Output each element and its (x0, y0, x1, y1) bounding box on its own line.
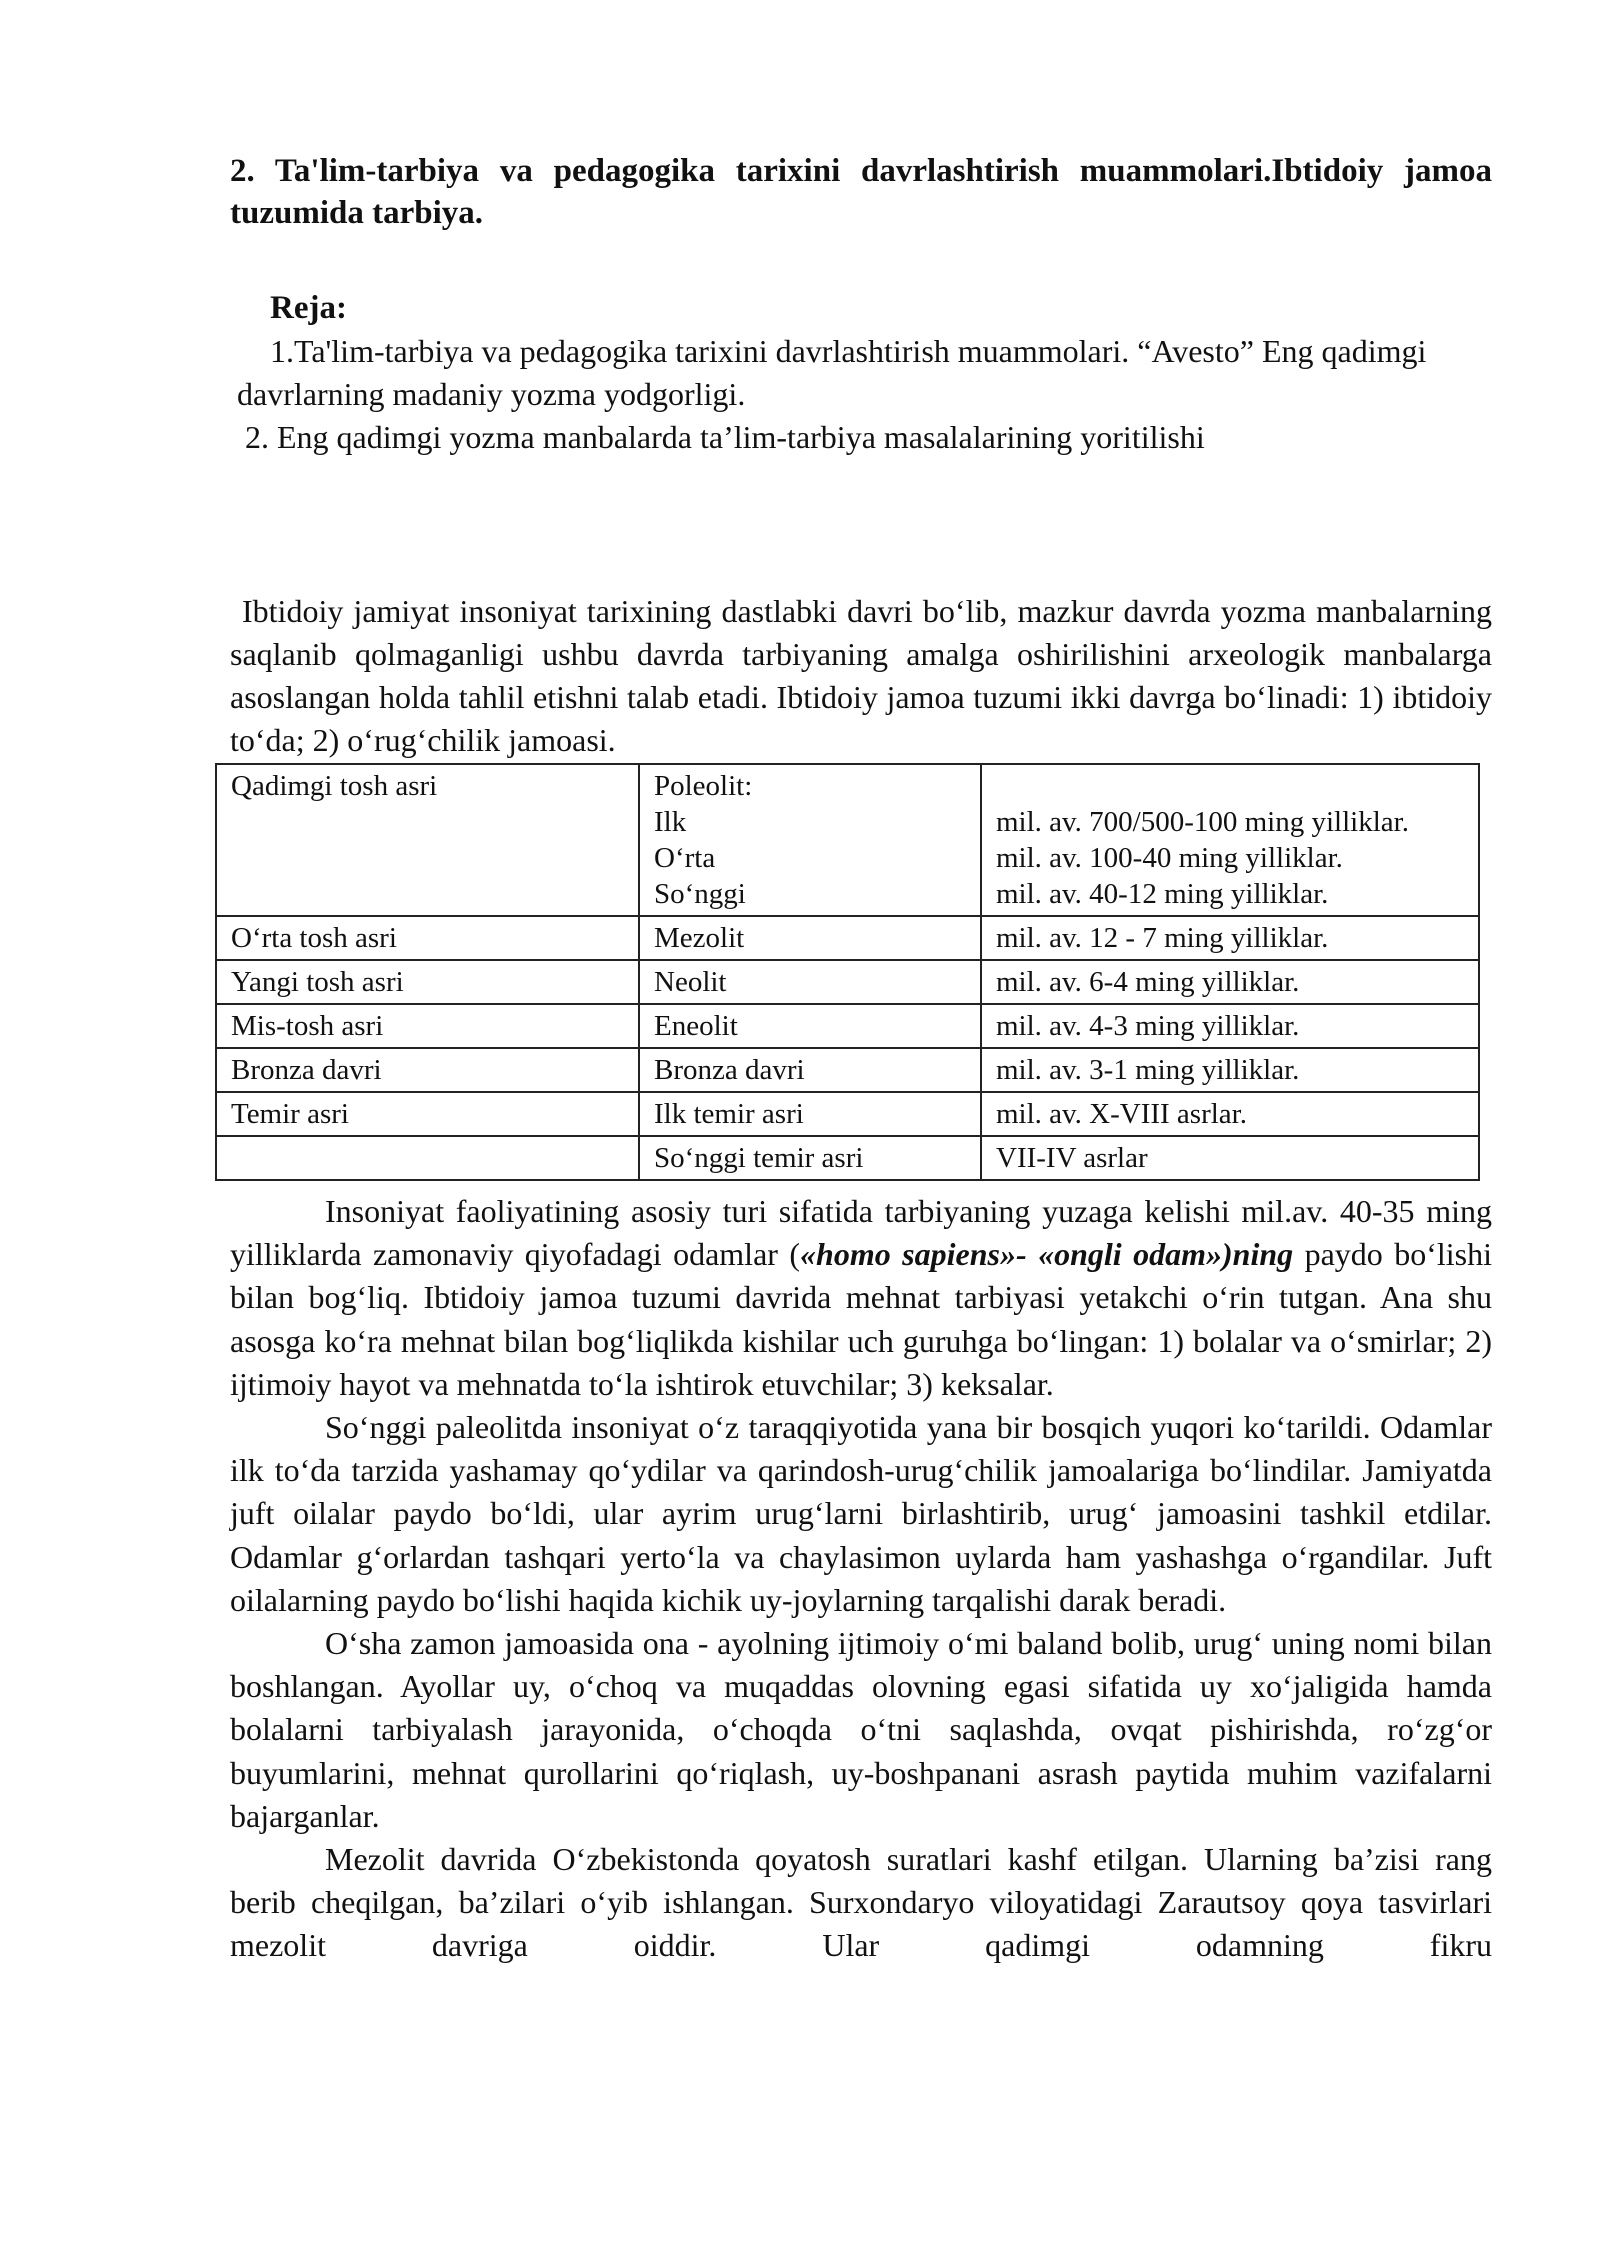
body-text (230, 1190, 1492, 1968)
periodization-table (215, 763, 1480, 1181)
table-cell-dates (981, 764, 1479, 916)
table-cell-age: Mis-tosh asri (216, 1004, 639, 1048)
table-cell-dates: mil. av. 4-3 ming yilliklar. (981, 1004, 1479, 1048)
emphasized-term: «homo sapiens»- «ongli odam»)ning (800, 1236, 1294, 1273)
plan-item-1: 1.Ta'lim-tarbiya va pedagogika tarixini davrlashtirish muammolari. “Avesto” Eng qadimgi davrlarning madaniy yozma yodgorligi. (237, 333, 1427, 412)
table-row (216, 1092, 1479, 1136)
intro-paragraph: Ibtidoiy jamiyat insoniyat tarixining dastlabki davri bo‘lib, mazkur davrda yozma manbalarning saqlanib qolmaganligi ushbu davrda tarbiyaning amalga oshirilishini arxeologik manbalarga asoslangan holda tahlil etishni talab etadi. Ibtidoiy jamoa tuzumi ikki davrga bo‘linadi: 1) ibtidoiy to‘da; 2) o‘rug‘chilik jamoasi. (230, 593, 1492, 758)
table-cell-age: Bronza davri (216, 1048, 639, 1092)
table-row (216, 1136, 1479, 1180)
table-cell-period: Neolit (639, 960, 981, 1004)
date-range: mil. av. 700/500-100 ming yilliklar. (996, 806, 1409, 838)
table-cell-period: Mezolit (639, 916, 981, 960)
table-row (216, 1048, 1479, 1092)
plan-item-2: 2. Eng qadimgi yozma manbalarda ta’lim-tarbiya masalalarining yoritilishi (245, 419, 1205, 455)
period-header: Poleolit: (654, 770, 753, 802)
paragraph: So‘nggi paleolitda insoniyat o‘z taraqqiyotida yana bir bosqich yuqori ko‘tarildi. Odamlar ilk to‘da tarzida yashamay qo‘ydilar va qarindosh-urug‘chilik jamoalariga bo‘lindilar. Jamiyatda juft oilalar paydo bo‘ldi, ular ayrim urug‘larni birlashtirib, urug‘ jamoasini tashkil etdilar. Odamlar g‘orlardan tashqari yerto‘la va chaylasimon uylarda ham yashashga o‘rgandilar. Juft oilalarning paydo bo‘lishi haqida kichik uy-joylarning tarqalishi darak beradi. (230, 1409, 1492, 1618)
table-cell-period: Eneolit (639, 1004, 981, 1048)
date-range: mil. av. 100-40 ming yilliklar. (996, 842, 1343, 874)
table-cell-period (639, 764, 981, 916)
date-spacer (996, 768, 1464, 804)
table-cell-age: Temir asri (216, 1092, 639, 1136)
table-cell-dates: mil. av. 12 - 7 ming yilliklar. (981, 916, 1479, 960)
table-cell-period: Bronza davri (639, 1048, 981, 1092)
table-cell-age (216, 1136, 639, 1180)
table-cell-dates: mil. av. 3-1 ming yilliklar. (981, 1048, 1479, 1092)
table-row (216, 764, 1479, 916)
table-row (216, 960, 1479, 1004)
paragraph (230, 1190, 1492, 1406)
paragraph: O‘sha zamon jamoasida ona - ayolning ijtimoiy o‘mi baland bolib, urug‘ uning nomi bilan boshlangan. Ayollar uy, o‘choq va muqaddas olovning egasi sifatida uy xo‘jaligida hamda bolalarni tarbiyalash jarayonida, o‘choqda o‘tni saqlashda, ovqat pishirishda, ro‘zg‘or buyumlarini, mehnat qurollarini qo‘riqlash, uy-boshpanani asrash paytida muhim vazifalarni bajarganlar. (230, 1625, 1492, 1834)
section-heading: 2. Ta'lim-tarbiya va pedagogika tarixini davrlashtirish muammolari.Ibtidoiy jamoa tuzumida tarbiya. (230, 153, 1492, 231)
subperiod: So‘nggi (654, 878, 746, 910)
subperiod: O‘rta (654, 842, 716, 874)
plan-title: Reja: (270, 290, 347, 326)
paragraph-text: Insoniyat faoliyatining asosiy turi sifatida tarbiyaning yuzaga kelishi mil.av. 40-35 ming yilliklarda zamonaviy qiyofadagi odamlar ( (230, 1193, 1492, 1273)
table-cell-age: O‘rta tosh asri (216, 916, 639, 960)
table-cell-age: Yangi tosh asri (216, 960, 639, 1004)
subperiod: Ilk (654, 806, 687, 838)
table-cell-period: Ilk temir asri (639, 1092, 981, 1136)
table-cell-dates: mil. av. X-VIII asrlar. (981, 1092, 1479, 1136)
table-cell-dates: mil. av. 6-4 ming yilliklar. (981, 960, 1479, 1004)
paragraph-text: paydo bo‘lishi bilan bog‘liq. Ibtidoiy jamoa tuzumi davrida mehnat tarbiyasi yetakchi o‘rin tutgan. Ana shu asosga ko‘ra mehnat bilan bog‘liqlikda kishilar uch guruhga bo‘lingan: 1) bolalar va o‘smirlar; 2) ijtimoiy hayot va mehnatda to‘la ishtirok etuvchilar; 3) keksalar. (230, 1236, 1493, 1402)
table-row (216, 1004, 1479, 1048)
table-cell-age: Qadimgi tosh asri (216, 764, 639, 916)
table-cell-dates: VII-IV asrlar (981, 1136, 1479, 1180)
paragraph: Mezolit davrida O‘zbekistonda qoyatosh suratlari kashf etilgan. Ularning ba’zisi rang berib cheqilgan, ba’zilari o‘yib ishlangan. Surxondaryo viloyatidagi Zarautsoy qoya tasvirlari mezolit davriga oiddir. Ular qadimgi odamning fikru (230, 1841, 1492, 1964)
table-row (216, 916, 1479, 960)
table-cell-period: So‘nggi temir asri (639, 1136, 981, 1180)
date-range: mil. av. 40-12 ming yilliklar. (996, 878, 1329, 910)
